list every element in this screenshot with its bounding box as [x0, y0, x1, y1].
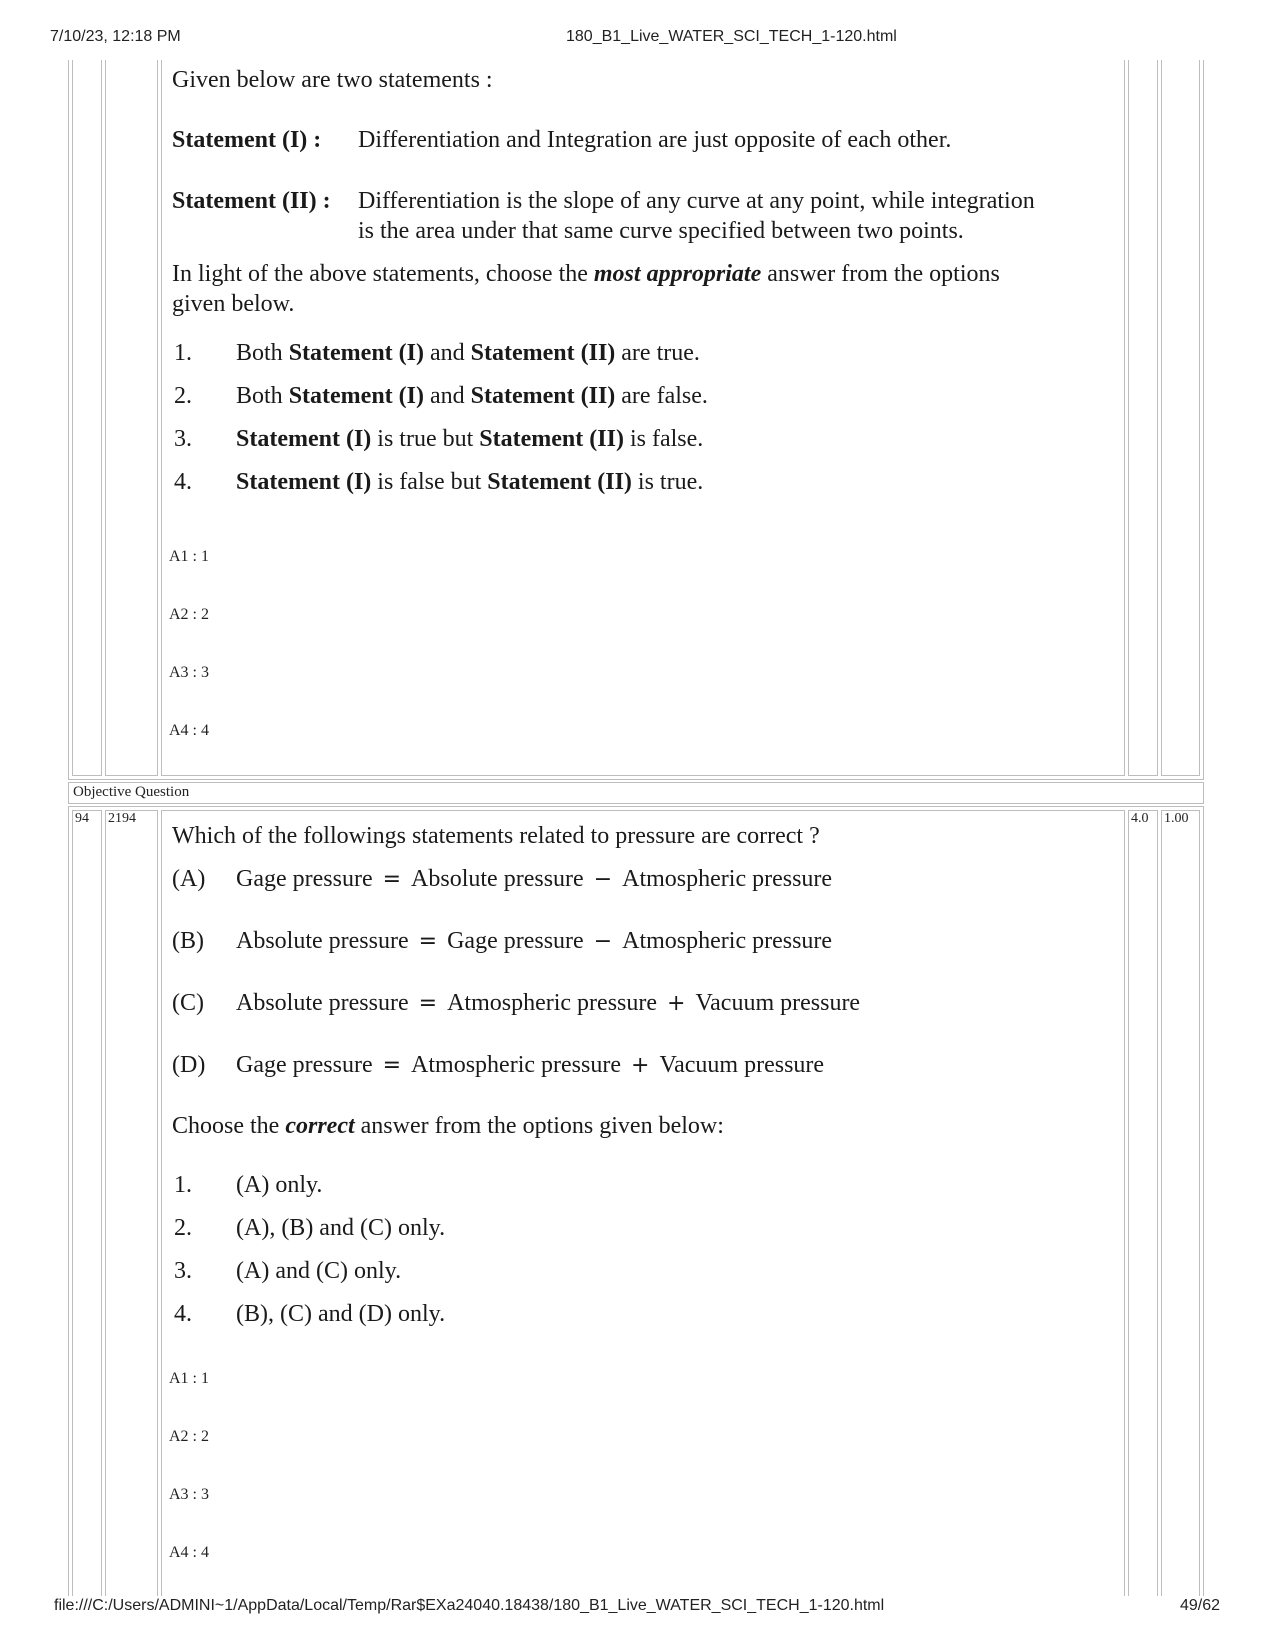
print-datetime: 7/10/23, 12:18 PM [50, 28, 181, 45]
operator: − [593, 929, 613, 954]
cell-question [161, 60, 1125, 776]
q93-answer-key: A3 : 3 [169, 664, 209, 681]
document-title: 180_B1_Live_WATER_SCI_TECH_1-120.html [566, 28, 897, 45]
term: Gage pressure [236, 1052, 373, 1078]
term: Vacuum pressure [695, 990, 861, 1016]
operator: + [667, 991, 686, 1016]
q93-statement2-label: Statement (II) : [172, 188, 331, 214]
q93-instruction-line2: given below. [172, 291, 295, 317]
q93-instruction [172, 261, 1000, 288]
q93-answer-key: A2 : 2 [169, 606, 209, 623]
q93-instruction-emphasis: most appropriate [593, 261, 762, 287]
cell-id [105, 60, 158, 776]
q93-statement2-line1: Differentiation is the slope of any curve at any point, while integration [358, 188, 1035, 214]
cell-negative [1161, 810, 1200, 1596]
q93-statement2-line2: is the area under that same curve specified between two points. [358, 218, 964, 244]
q94-negative-marks: 1.00 [1164, 811, 1189, 826]
q94-statement-equation [236, 866, 832, 893]
q94-option-number: 3. [174, 1258, 192, 1284]
q93-statement1-label: Statement (I) : [172, 127, 322, 153]
section-label-row [68, 782, 1204, 804]
term: Absolute pressure [236, 990, 409, 1016]
q93-answer-key: A1 : 1 [169, 548, 209, 565]
q94-option-text: (A) and (C) only. [236, 1258, 402, 1284]
cell-number [72, 810, 102, 1596]
q94-answer-key: A4 : 4 [169, 1544, 209, 1561]
q94-statement-equation [236, 1052, 824, 1079]
cell-id [105, 810, 158, 1596]
term: Absolute pressure [411, 866, 584, 892]
q94-statement-tag: (D) [172, 1052, 206, 1078]
term: Atmospheric pressure [622, 928, 833, 954]
cell-negative [1161, 60, 1200, 776]
q94-option-text: (A) only. [236, 1172, 323, 1198]
q93-option-number: 2. [174, 383, 192, 409]
q93-instruction-post: answer from the options [761, 261, 1000, 287]
q94-number: 94 [75, 811, 89, 826]
q93-intro: Given below are two statements : [172, 67, 493, 93]
q93-option-text: Statement (I) is false but Statement (II) is true. [236, 469, 704, 495]
q93-instruction-pre: In light of the above statements, choose the [172, 261, 594, 287]
cell-number [72, 60, 102, 776]
q94-statement-tag: (C) [172, 990, 204, 1016]
q93-option-number: 1. [174, 340, 192, 366]
q93-option-text: Statement (I) is true but Statement (II) is false. [236, 426, 704, 452]
section-label: Objective Question [73, 784, 190, 800]
q93-answer-key: A4 : 4 [169, 722, 209, 739]
term: Gage pressure [447, 928, 584, 954]
q94-id: 2194 [108, 811, 136, 826]
q94-statement-tag: (B) [172, 928, 204, 954]
q94-option-text: (B), (C) and (D) only. [236, 1301, 446, 1327]
operator: − [593, 867, 613, 892]
term: Absolute pressure [236, 928, 409, 954]
q94-statement-equation [236, 928, 832, 955]
term: Atmospheric pressure [447, 990, 658, 1016]
page-number: 49/62 [1180, 1597, 1221, 1614]
q94-instruction [172, 1113, 724, 1140]
term: Atmospheric pressure [622, 866, 833, 892]
q93-statement1-text: Differentiation and Integration are just opposite of each other. [358, 127, 952, 153]
q94-statement-tag: (A) [172, 866, 206, 892]
operator: = [418, 991, 438, 1016]
q94-marks: 4.0 [1131, 811, 1149, 826]
q94-option-number: 4. [174, 1301, 192, 1327]
term: Vacuum pressure [659, 1052, 825, 1078]
q93-option-number: 4. [174, 469, 192, 495]
cell-marks [1128, 810, 1158, 1596]
q94-instruction-post: answer from the options given below: [354, 1113, 724, 1139]
q94-instruction-pre: Choose the [172, 1113, 286, 1139]
q94-option-number: 1. [174, 1172, 192, 1198]
term: Atmospheric pressure [411, 1052, 621, 1078]
q94-statement-equation [236, 990, 860, 1017]
q94-instruction-emphasis: correct [285, 1113, 355, 1139]
q94-answer-key: A3 : 3 [169, 1486, 209, 1503]
cell-marks [1128, 60, 1158, 776]
operator: = [418, 929, 438, 954]
operator: + [631, 1053, 650, 1078]
operator: = [382, 867, 402, 892]
q94-answer-key: A1 : 1 [169, 1370, 209, 1387]
q94-answer-key: A2 : 2 [169, 1428, 209, 1445]
q94-question: Which of the followings statements related to pressure are correct ? [172, 823, 820, 849]
q94-option-text: (A), (B) and (C) only. [236, 1215, 446, 1241]
q94-option-number: 2. [174, 1215, 192, 1241]
q93-option-number: 3. [174, 426, 192, 452]
q93-option-text: Both Statement (I) and Statement (II) are false. [236, 383, 708, 409]
operator: = [382, 1053, 402, 1078]
term: Gage pressure [236, 866, 373, 892]
file-path: file:///C:/Users/ADMINI~1/AppData/Local/Temp/Rar$EXa24040.18438/180_B1_Live_WATER_SCI_TECH_1-120.html [54, 1597, 885, 1614]
q93-option-text: Both Statement (I) and Statement (II) are true. [236, 340, 700, 366]
